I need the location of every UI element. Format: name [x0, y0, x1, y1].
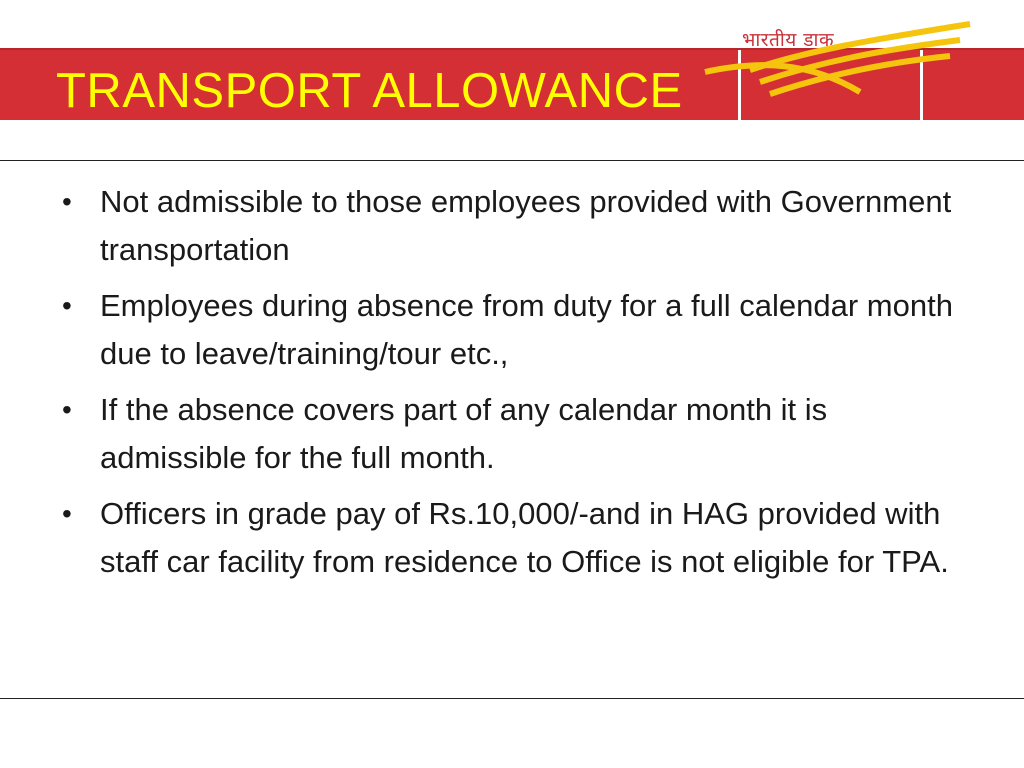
- bullet-marker: •: [62, 186, 72, 217]
- top-divider: [0, 160, 1024, 161]
- bullet-marker: •: [62, 394, 72, 425]
- bullet-text: Not admissible to those employees provided with Government transportation: [100, 184, 952, 267]
- bullet-item: [60, 178, 980, 274]
- india-post-logo: [700, 0, 1024, 122]
- bullet-marker: •: [62, 498, 72, 529]
- bottom-divider: [0, 698, 1024, 699]
- bullet-list: [60, 178, 980, 594]
- logo-hindi-text: भारतीय डाक: [742, 29, 835, 51]
- bullet-text: If the absence covers part of any calendar month it is admissible for the full month.: [100, 392, 828, 475]
- bullet-item: [60, 490, 980, 586]
- bullet-text: Officers in grade pay of Rs.10,000/-and in HAG provided with staff car facility from residence to Office is not eligible for TPA.: [100, 496, 949, 579]
- bullet-item: [60, 282, 980, 378]
- bullet-item: [60, 386, 980, 482]
- india-post-swoosh-icon: [700, 0, 1024, 122]
- bullet-text: Employees during absence from duty for a full calendar month due to leave/training/tour etc.,: [100, 288, 953, 371]
- bullet-marker: •: [62, 290, 72, 321]
- slide-title: TRANSPORT ALLOWANCE: [56, 64, 683, 118]
